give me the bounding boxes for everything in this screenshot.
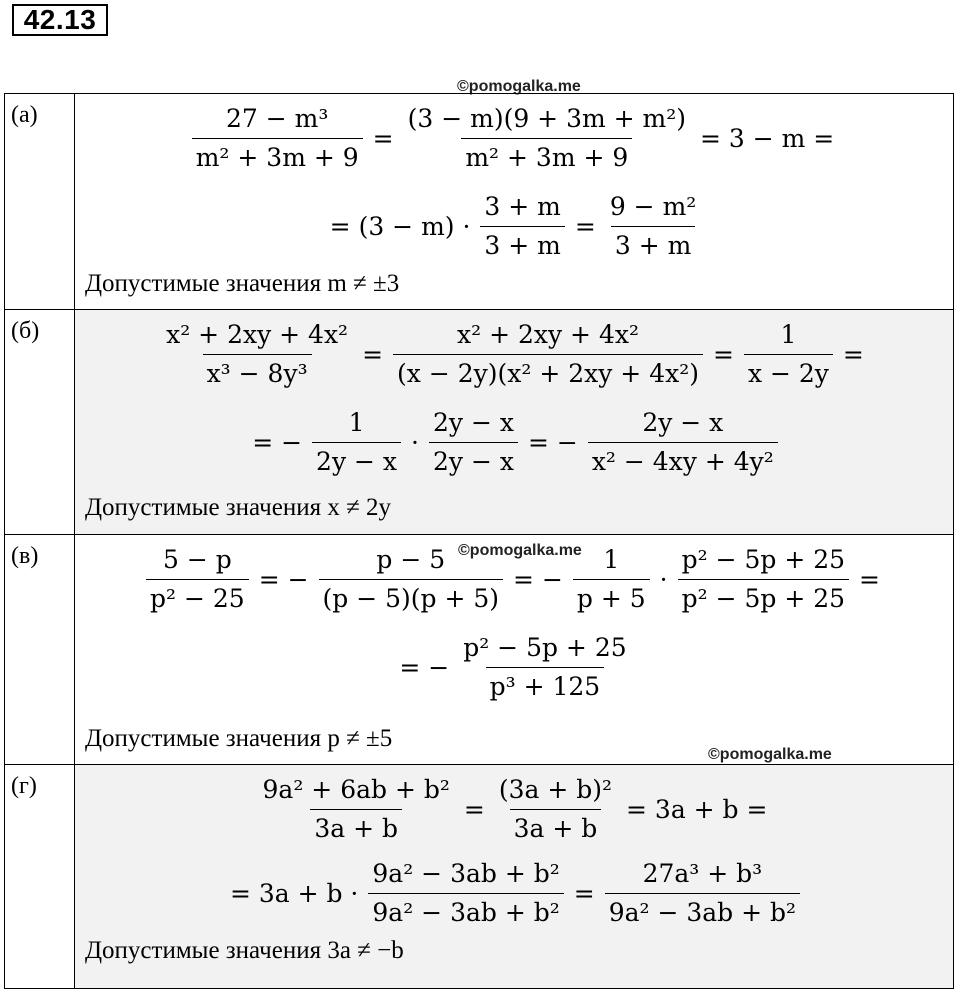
fraction: $\frac{p - 5}{(p - 5)(p + 5)}$ [319,543,504,616]
equation-line: $\frac{5 - p}{\text{p² − 25}}$ = − $\frac{p - 5}{(p - 5)(p + 5)}$ = − $\frac{1}{p + 5}$ · $\frac{\text{p² − 5p + 25}}{\text{p² − 5p + 25}}$ = [75,543,953,616]
admissible-values-note: Допустимые значения x ≠ 2y [85,494,392,521]
solution-table [4,93,954,989]
fraction: $\frac{\text{x² + 2xy + 4x²}}{\text{(x − 2y)(x² + 2xy + 4x²)}}$ [393,318,703,391]
fraction: $\frac{\text{27a³ + b³}}{\text{9a² − 3ab + b²}}$ [605,857,800,930]
equation-line: = 3a + b · $\frac{\text{9a² − 3ab + b²}}{\text{9a² − 3ab + b²}}$ = $\frac{\text{27a³ + b³}}{\text{9a² − 3ab + b²}}$ [75,857,953,930]
fraction: $\frac{2y - x}{2y - x}$ [429,406,518,479]
solution-row [5,94,954,310]
problem-number: 42.13 [12,4,108,36]
row-label: (г) [5,765,75,989]
fraction: $\frac{\text{(3a + b)²}}{3a + b}$ [495,773,616,846]
fraction: $\frac{3 + m}{3 + m}$ [480,190,564,263]
equation-line: $\frac{\text{x² + 2xy + 4x²}}{\text{x³ − 8y³}}$ = $\frac{\text{x² + 2xy + 4x²}}{\text{(x − 2y)(x² + 2xy + 4x²)}}$ = $\frac{1}{x - 2y}$ = [75,318,953,391]
fraction: $\frac{\text{x² + 2xy + 4x²}}{\text{x³ − 8y³}}$ [162,318,352,391]
watermark: ©pomogalka.me [458,542,582,559]
solution-row [5,535,954,765]
admissible-values-note: Допустимые значения m ≠ ±3 [85,270,400,297]
admissible-values-note: Допустимые значения p ≠ ±5 [85,725,393,752]
watermark: ©pomogalka.me [457,78,581,95]
admissible-values-note: Допустимые значения 3a ≠ −b [85,937,404,964]
fraction: $\frac{\text{p² − 5p + 25}}{\text{p³ + 125}}$ [459,631,630,704]
row-content [75,310,954,535]
fraction: $\frac{5 - p}{\text{p² − 25}}$ [146,543,249,616]
equation-line: $\frac{\text{27 − m³}}{\text{m² + 3m + 9}}$ = $\frac{\text{(3 − m)(9 + 3m + m²)}}{\text{m² + 3m + 9}}$ = 3 − m = [75,102,953,175]
fraction: $\frac{\text{9a² − 3ab + b²}}{\text{9a² − 3ab + b²}}$ [368,857,563,930]
solution-row [5,310,954,535]
fraction: $\frac{\text{27 − m³}}{\text{m² + 3m + 9}}$ [192,102,363,175]
fraction: $\frac{\text{p² − 5p + 25}}{\text{p² − 5p + 25}}$ [678,543,849,616]
equation-line: = − $\frac{1}{2y - x}$ · $\frac{2y - x}{2y - x}$ = − $\frac{2y - x}{\text{x² − 4xy + 4y²}}$ [75,406,953,479]
fraction: $\frac{1}{2y - x}$ [312,406,401,479]
fraction: $\frac{\text{(3 − m)(9 + 3m + m²)}}{\text{m² + 3m + 9}}$ [404,102,690,175]
fraction: $\frac{\text{9a² + 6ab + b²}}{3a + b}$ [259,773,454,846]
equation-line: = − $\frac{\text{p² − 5p + 25}}{\text{p³ + 125}}$ [75,631,953,704]
row-label: (в) [5,535,75,765]
watermark: ©pomogalka.me [708,746,832,763]
equation-line: $\frac{\text{9a² + 6ab + b²}}{3a + b}$ = $\frac{\text{(3a + b)²}}{3a + b}$ = 3a + b = [75,773,953,846]
row-content [75,94,954,310]
solution-row [5,765,954,989]
row-content [75,535,954,765]
fraction: $\frac{1}{p + 5}$ [573,543,650,616]
fraction: $\frac{\text{9 − m²}}{3 + m}$ [606,190,700,263]
fraction: $\frac{2y - x}{\text{x² − 4xy + 4y²}}$ [588,406,778,479]
fraction: $\frac{1}{x - 2y}$ [744,318,833,391]
row-label: (а) [5,94,75,310]
row-label: (б) [5,310,75,535]
equation-line: = (3 − m) · $\frac{3 + m}{3 + m}$ = $\frac{\text{9 − m²}}{3 + m}$ [75,190,953,263]
row-content [75,765,954,989]
